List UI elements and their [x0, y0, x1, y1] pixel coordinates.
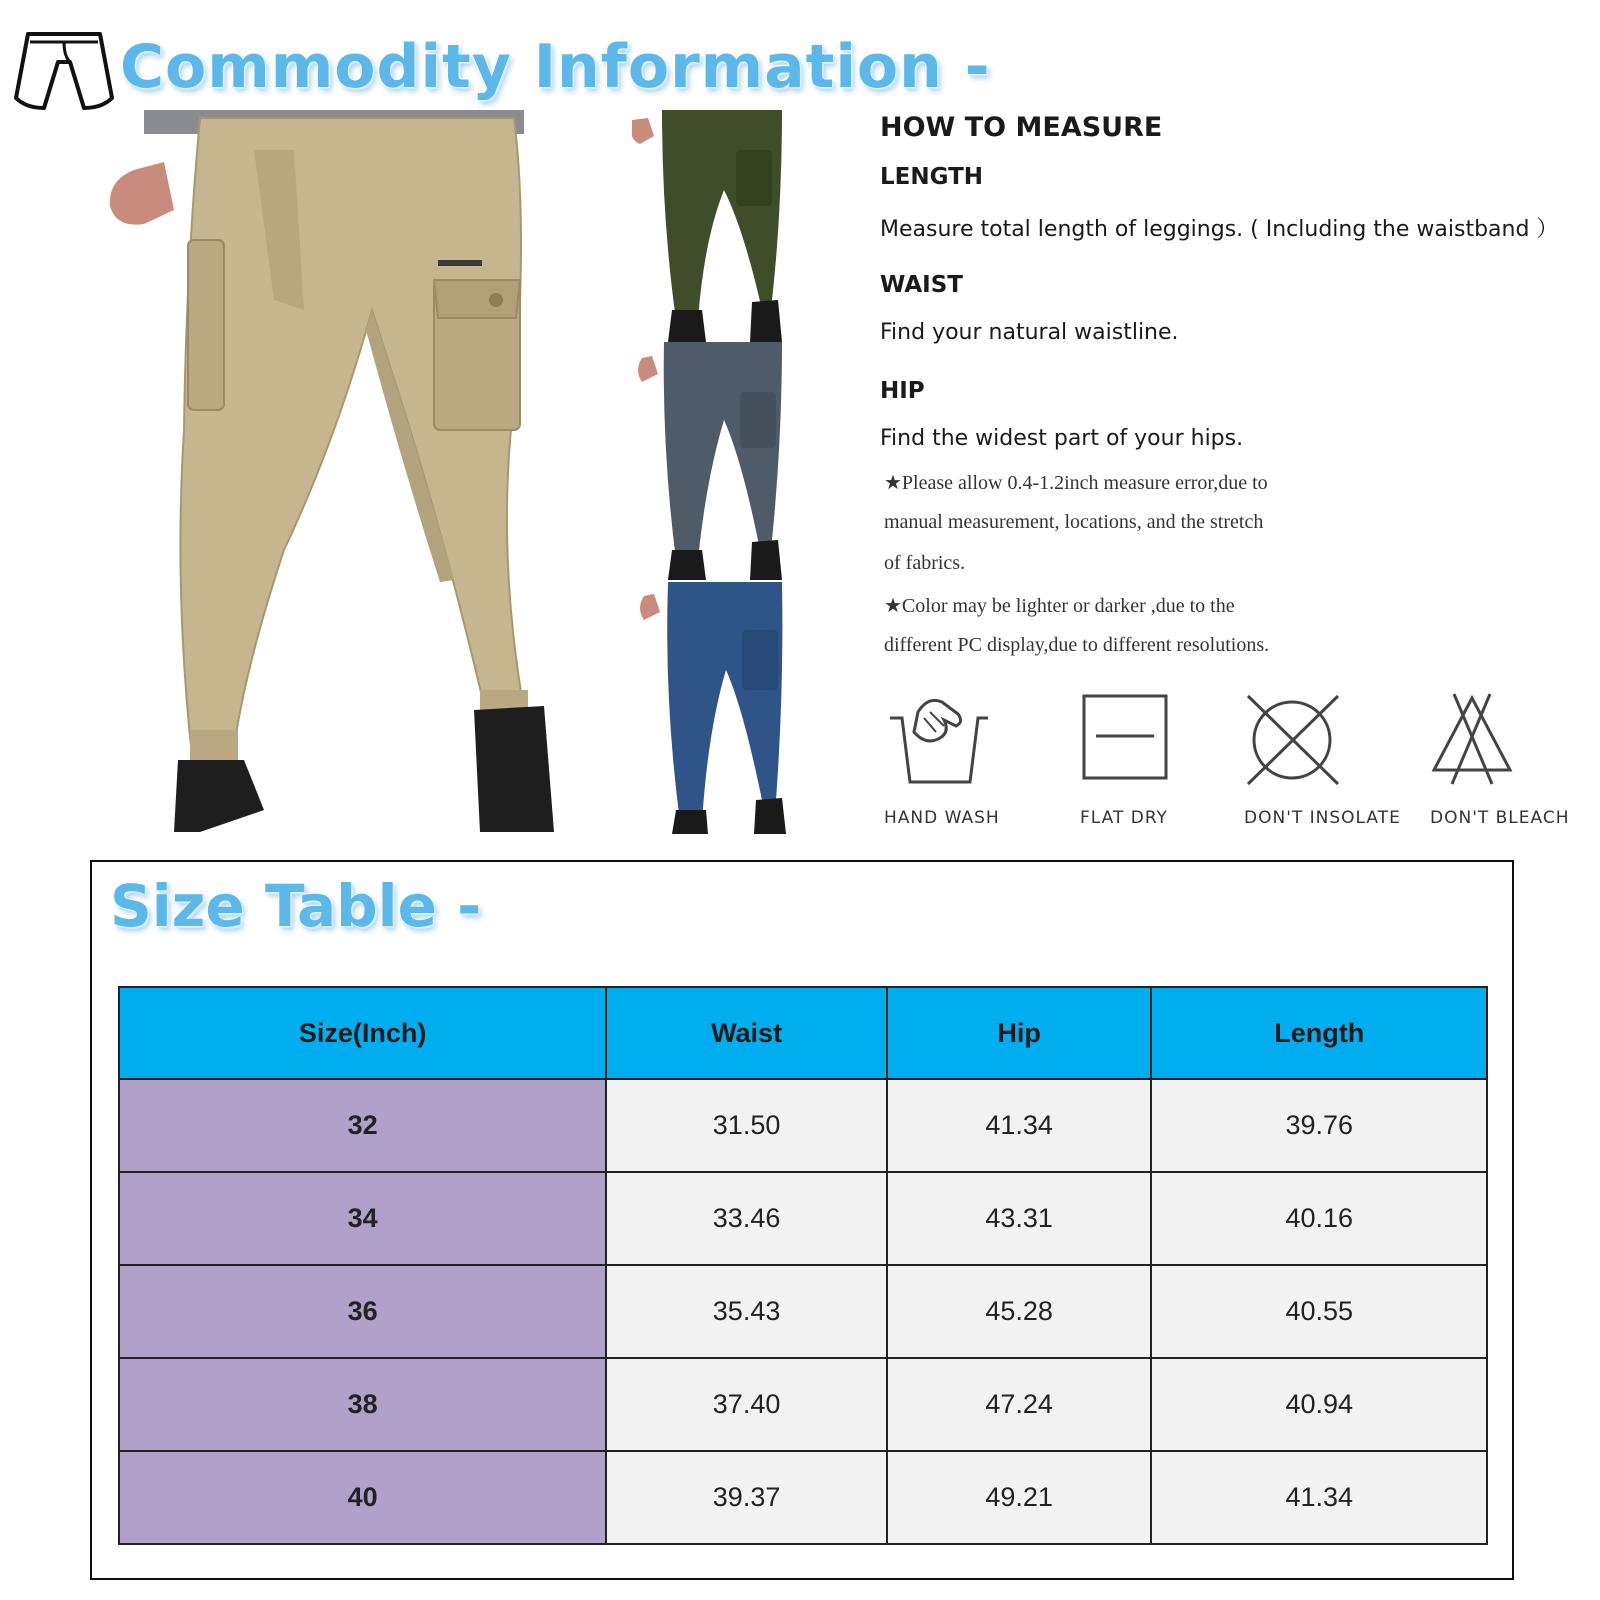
pants-outline-icon: [12, 28, 116, 114]
waist-cell: 39.37: [606, 1451, 887, 1544]
length-cell: 39.76: [1151, 1079, 1487, 1172]
waist-cell: 35.43: [606, 1265, 887, 1358]
table-header-row: [119, 987, 1487, 1079]
dont-insolate-icon: [1244, 692, 1344, 788]
size-cell: 40: [119, 1451, 606, 1544]
length-cell: 40.16: [1151, 1172, 1487, 1265]
hip-cell: 45.28: [887, 1265, 1152, 1358]
size-cell: 36: [119, 1265, 606, 1358]
measure-heading: HOW TO MEASURE: [880, 112, 1163, 143]
care-dont-insolate: [1244, 692, 1414, 842]
care-label: HAND WASH: [884, 808, 1000, 828]
commodity-header: [12, 26, 1012, 116]
hip-cell: 49.21: [887, 1451, 1152, 1544]
size-table-panel: [90, 860, 1514, 1580]
note-line: different PC display,due to different resolutions.: [884, 634, 1270, 656]
waist-cell: 31.50: [606, 1079, 887, 1172]
hand-wash-icon: [884, 692, 994, 792]
table-row: [119, 1079, 1487, 1172]
length-title: LENGTH: [880, 164, 984, 190]
size-cell: 34: [119, 1172, 606, 1265]
length-cell: 40.94: [1151, 1358, 1487, 1451]
waist-cell: 33.46: [606, 1172, 887, 1265]
size-cell: 32: [119, 1079, 606, 1172]
waist-text: Find your natural waistline.: [880, 320, 1179, 345]
hip-title: HIP: [880, 378, 925, 404]
product-photo-khaki: [104, 110, 586, 834]
variant-blue: [640, 582, 786, 834]
page-title: Commodity Information -: [120, 32, 991, 102]
length-cell: 40.55: [1151, 1265, 1487, 1358]
flat-dry-icon: [1080, 692, 1170, 782]
dont-bleach-icon: [1430, 692, 1514, 788]
note-line: ★Please allow 0.4-1.2inch measure error,due to: [884, 472, 1268, 494]
size-table-title: Size Table -: [110, 872, 482, 940]
size-cell: 38: [119, 1358, 606, 1451]
product-photo-variants: [632, 110, 832, 834]
hip-text: Find the widest part of your hips.: [880, 426, 1244, 451]
variant-grey: [638, 342, 782, 580]
length-text: Measure total length of leggings. ( Including the waistband ）: [880, 217, 1559, 242]
variant-green: [632, 110, 822, 342]
care-label: FLAT DRY: [1080, 808, 1168, 828]
table-row: [119, 1265, 1487, 1358]
care-label: DON'T BLEACH: [1430, 808, 1570, 828]
header-hip: Hip: [887, 987, 1152, 1079]
table-row: [119, 1172, 1487, 1265]
hip-cell: 47.24: [887, 1358, 1152, 1451]
waist-title: WAIST: [880, 272, 963, 298]
waist-cell: 37.40: [606, 1358, 887, 1451]
care-dont-bleach: [1430, 692, 1600, 842]
size-table: [118, 986, 1488, 1545]
hip-cell: 43.31: [887, 1172, 1152, 1265]
note-line: of fabrics.: [884, 552, 966, 574]
table-row: [119, 1451, 1487, 1544]
header-waist: Waist: [606, 987, 887, 1079]
hip-cell: 41.34: [887, 1079, 1152, 1172]
care-flat-dry: [1080, 692, 1250, 842]
note-line: ★Color may be lighter or darker ,due to the: [884, 595, 1235, 617]
length-cell: 41.34: [1151, 1451, 1487, 1544]
table-row: [119, 1358, 1487, 1451]
header-size: Size(Inch): [119, 987, 606, 1079]
care-hand-wash: [884, 692, 1054, 842]
note-line: manual measurement, locations, and the stretch: [884, 511, 1264, 533]
care-label: DON'T INSOLATE: [1244, 808, 1401, 828]
header-length: Length: [1151, 987, 1487, 1079]
